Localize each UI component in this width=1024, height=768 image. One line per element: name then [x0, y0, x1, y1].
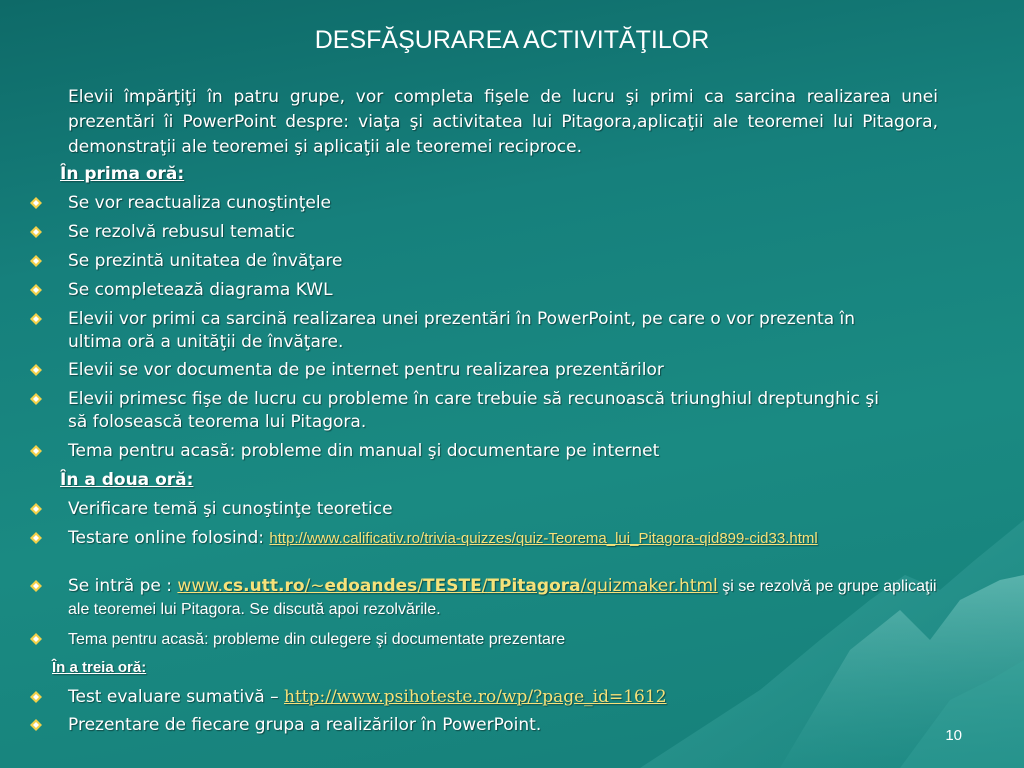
diamond-bullet-icon	[30, 197, 42, 209]
list-item	[30, 308, 900, 354]
summative-test-prefix: Test evaluare sumativă –	[68, 687, 284, 707]
diamond-bullet-icon	[30, 284, 42, 296]
link-part: TPitagora	[487, 576, 581, 596]
diamond-bullet-icon	[30, 633, 42, 645]
list-item-text	[68, 686, 970, 709]
list-item-text: Verificare temă şi cunoştinţe teoretice	[68, 499, 393, 519]
link-part: edoandes	[324, 576, 418, 596]
list-item	[30, 359, 970, 382]
list-item-text	[68, 527, 960, 550]
list-item-text: Tema pentru acasă: probleme din culegere şi documentate prezentare	[68, 631, 566, 648]
heading-second-hour: În a doua oră:	[60, 470, 194, 490]
list-item-text: Prezentare de fiecare grupa a realizărilor în PowerPoint.	[68, 715, 542, 735]
list-item-text: Se completează diagrama KWL	[68, 280, 333, 300]
list-item	[30, 575, 960, 621]
heading-first-hour: În prima oră:	[60, 164, 185, 184]
enter-prefix: Se intră pe :	[68, 576, 178, 596]
link-part: TESTE	[423, 576, 482, 596]
psihoteste-link[interactable]: http://www.psihoteste.ro/wp/?page_id=1612	[284, 687, 667, 707]
list-item-text: Se vor reactualiza cunoştinţele	[68, 193, 332, 213]
list-item	[30, 686, 970, 709]
diamond-bullet-icon	[30, 364, 42, 376]
testing-prefix: Testare online folosind:	[68, 528, 270, 548]
link-part: /	[417, 576, 424, 596]
link-part: /	[481, 576, 488, 596]
list-item	[30, 498, 970, 521]
enter-suffix: şi se rezolvă pe grupe aplicaţii ale teoremei lui Pitagora. Se discută apoi rezolvările.	[68, 578, 937, 618]
diamond-bullet-icon	[30, 503, 42, 515]
list-item-text: Elevii se vor documenta de pe internet pentru realizarea prezentărilor	[68, 360, 664, 380]
list-item-text: Elevii primesc fişe de lucru cu probleme în care trebuie să recunoască triunghiul dreptunghic şi să folosească teorema lui Pitagora.	[68, 389, 879, 432]
list-item	[30, 279, 970, 302]
link-part: /quizmaker.html	[580, 576, 718, 596]
list-item	[30, 221, 970, 244]
list-item	[30, 440, 970, 463]
diamond-bullet-icon	[30, 393, 42, 405]
list-item	[30, 192, 970, 215]
list-item-text: Se rezolvă rebusul tematic	[68, 222, 295, 242]
diamond-bullet-icon	[30, 226, 42, 238]
list-item	[30, 250, 970, 273]
diamond-bullet-icon	[30, 313, 42, 325]
page-number: 10	[945, 727, 962, 744]
diamond-bullet-icon	[30, 532, 42, 544]
list-item-text: Tema pentru acasă: probleme din manual şi documentare pe internet	[68, 441, 660, 461]
calificativ-quiz-link[interactable]: http://www.calificativ.ro/trivia-quizzes/quiz-Teorema_lui_Pitagora-qid899-cid33.html	[269, 530, 818, 547]
link-part: cs.utt.ro	[222, 576, 305, 596]
list-item	[30, 628, 970, 651]
list-item	[30, 714, 970, 737]
intro-paragraph: Elevii împărţiţi în patru grupe, vor completa fişele de lucru şi primi ca sarcina realizarea unei prezentări îi PowerPoint despre: viaţa şi activitatea lui Pitagora,aplicaţii ale teoremei lui Pitagora, demonstraţii ale teoremei şi aplicaţii ale teoremei reciproce.	[68, 87, 938, 157]
slide-title: DESFĂŞURAREA ACTIVITĂŢILOR	[314, 26, 710, 54]
diamond-bullet-icon	[30, 691, 42, 703]
list-item	[30, 527, 960, 550]
diamond-bullet-icon	[30, 719, 42, 731]
diamond-bullet-icon	[30, 255, 42, 267]
list-item-text	[68, 575, 960, 621]
link-part: /~	[304, 576, 325, 596]
heading-third-hour: În a treia oră:	[52, 659, 147, 676]
quizmaker-link[interactable]	[177, 576, 717, 596]
list-item	[30, 388, 900, 434]
link-part: www.	[177, 576, 223, 596]
diamond-bullet-icon	[30, 445, 42, 457]
list-item-text: Elevii vor primi ca sarcină realizarea unei prezentări în PowerPoint, pe care o vor prezenta în ultima oră a unităţii de învăţare.	[68, 309, 856, 352]
list-item-text: Se prezintă unitatea de învăţare	[68, 251, 343, 271]
diamond-bullet-icon	[30, 580, 42, 592]
